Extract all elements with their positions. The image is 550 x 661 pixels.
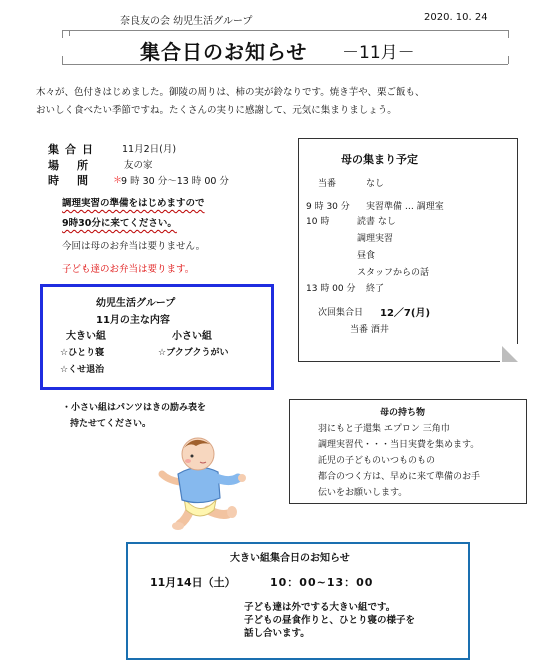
page-subtitle: －11月－ <box>342 43 415 63</box>
note-prep: 調理実習の準備をはじめますので <box>62 198 205 209</box>
frame-corner <box>62 56 63 64</box>
child-group-title: 幼児生活グループ <box>96 298 176 309</box>
big-group-notice-date: 11月14日（土） <box>150 576 236 589</box>
page-title: 集合日のお知らせ <box>140 40 308 64</box>
next-meeting-date: 12／7(月) <box>380 308 431 319</box>
big-group-notice-time: 10：00~13：00 <box>270 576 374 589</box>
pants-note-line-1: ・小さい組はパンツはきの励み表を <box>62 403 207 413</box>
next-duty: 当番 酒井 <box>350 325 389 335</box>
asterisk-icon: ＊ <box>113 176 123 186</box>
note-arrival: 9時30分に来てください。 <box>62 218 177 229</box>
toddler-illustration <box>150 432 250 532</box>
big-group-notice-line: 子ども達は外でする大きい組です。 <box>244 602 396 613</box>
duty-label: 当番 <box>318 179 337 189</box>
schedule-item: スタッフからの話 <box>357 268 430 278</box>
big-group-notice-title: 大きい組集合日のお知らせ <box>230 553 350 564</box>
schedule-time: 10 時 <box>306 217 330 227</box>
small-group-item: ☆ブクブクうがい <box>158 348 229 358</box>
time-value: 9 時 30 分～13 時 00 分 <box>121 176 229 187</box>
note-mother-lunch: 今回は母のお弁当は要りません。 <box>62 241 206 252</box>
belongings-line: 都合のつく方は、早めに来て準備のお手 <box>318 472 481 482</box>
note-child-lunch: 子ども達のお弁当は要ります。 <box>62 264 195 275</box>
frame-corner <box>62 30 63 38</box>
schedule-item: 読書 なし <box>357 217 396 227</box>
time-label: 時間 <box>48 174 106 187</box>
duty-value: なし <box>366 179 385 189</box>
child-group-subtitle: 11月の主な内容 <box>96 315 170 326</box>
big-group-item: ☆くせ退治 <box>60 365 105 375</box>
next-meeting-label: 次回集合日 <box>318 308 364 318</box>
date-value: 11月2日(月) <box>122 144 177 155</box>
page-curl <box>500 344 518 362</box>
place-value: 友の家 <box>124 160 153 171</box>
belongings-line: 伝いをお願いします。 <box>318 488 408 498</box>
intro-line-1: 木々が、色付きはじめました。御陵の周りは、柿の実が鈴なりです。焼き芋や、栗ご飯も、 <box>36 87 425 98</box>
big-group-notice-line: 話し合います。 <box>244 628 310 639</box>
intro-line-2: おいしく食べたい季節ですね。たくさんの実りに感謝して、元気に集まりましょう。 <box>36 105 397 116</box>
big-group-item: ☆ひとり寝 <box>60 348 105 358</box>
belongings-line: 羽にもと子還集 エプロン 三角巾 <box>318 424 450 434</box>
schedule-time: 9 時 30 分 <box>306 202 350 212</box>
big-group-label: 大きい組 <box>66 331 106 342</box>
frame-corner <box>508 30 509 38</box>
org-name: 奈良友の会 幼児生活グループ <box>120 16 253 27</box>
mother-schedule-box <box>298 138 518 362</box>
pants-note-line-2: 持たせてください。 <box>70 419 152 429</box>
schedule-time: 13 時 00 分 <box>306 284 356 294</box>
big-group-notice-line: 子どもの昼食作りと、ひとり寝の様子を <box>244 615 416 626</box>
date-label: 集合日 <box>48 143 99 156</box>
belongings-line: 託児の子どものいつものもの <box>318 456 436 466</box>
schedule-item: 実習準備 … 調理室 <box>366 202 444 212</box>
issue-date: 2020. 10. 24 <box>424 12 488 23</box>
mother-schedule-title: 母の集まり予定 <box>341 153 418 166</box>
schedule-item: 昼食 <box>357 251 376 261</box>
schedule-item: 調理実習 <box>357 234 394 244</box>
place-label: 場所 <box>48 159 106 172</box>
frame-corner <box>508 56 509 64</box>
belongings-line: 調理実習代・・・当日実費を集めます。 <box>318 440 480 450</box>
schedule-item: 終了 <box>366 284 385 294</box>
small-group-label: 小さい組 <box>172 331 212 342</box>
belongings-title: 母の持ち物 <box>380 408 426 418</box>
